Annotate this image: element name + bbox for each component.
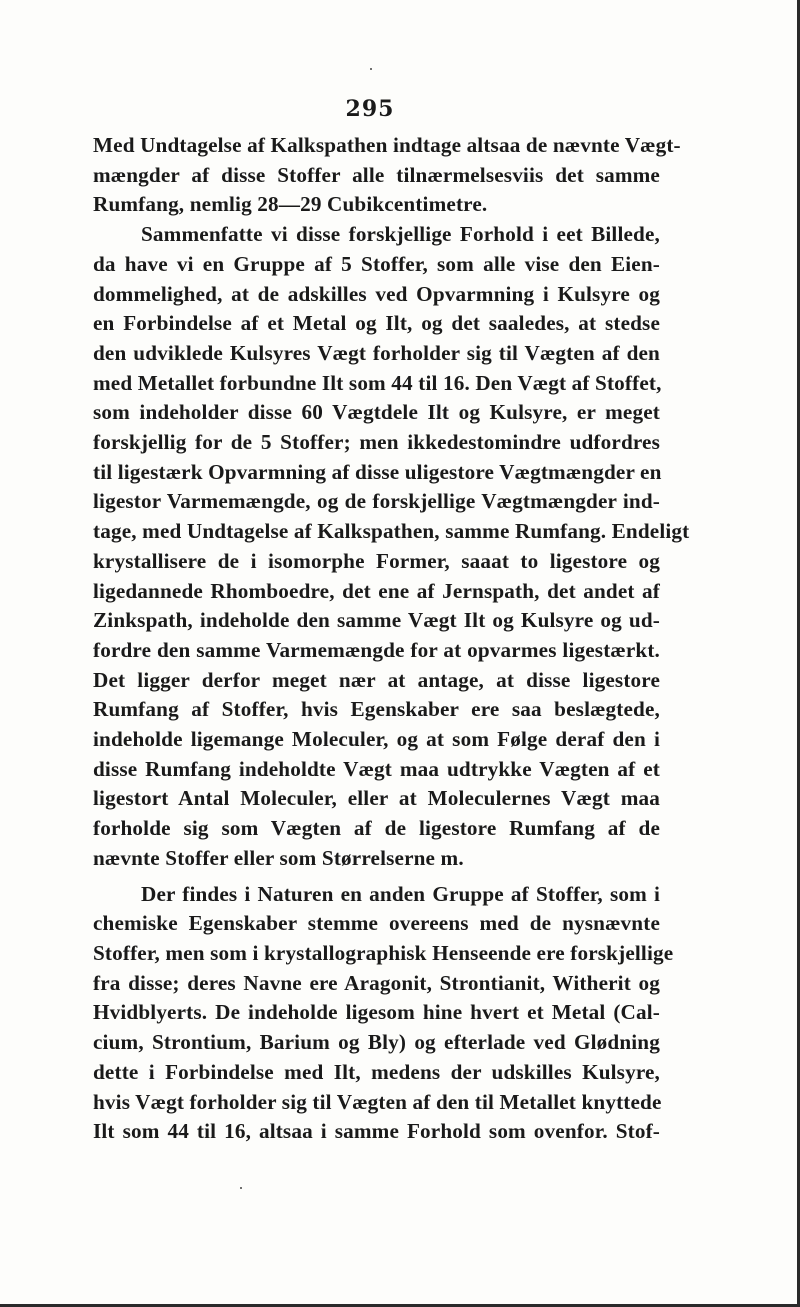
text-line: forholde sig som Vægten af de ligestore Rumfang af de (93, 816, 660, 841)
text-line: med Metallet forbundne Ilt som 44 til 16. Den Vægt af Stoffet, (93, 370, 662, 395)
text-line: en Forbindelse af et Metal og Ilt, og det saaledes, at stedse (93, 311, 660, 336)
text-line: Zinkspath, indeholde den samme Vægt Ilt og Kulsyre og ud- (93, 608, 660, 633)
text-line: mængder af disse Stoffer alle tilnærmelsesviis det samme (93, 162, 660, 187)
text-line: chemiske Egenskaber stemme overeens med de nysnævnte (93, 911, 660, 936)
text-line: dette i Forbindelse med Ilt, medens der udskilles Kulsyre, (93, 1059, 660, 1084)
text-line: Hvidblyerts. De indeholde ligesom hine hvert et Metal (Cal- (93, 1000, 660, 1025)
text-line: Sammenfatte vi disse forskjellige Forhold i eet Billede, (141, 222, 660, 247)
text-line: Med Undtagelse af Kalkspathen indtage altsaa de nævnte Vægt- (93, 133, 681, 157)
text-line: til ligestærk Opvarmning af disse uligestore Vægtmængder en (93, 459, 662, 484)
text-line: tage, med Undtagelse af Kalkspathen, samme Rumfang. Endeligt (93, 519, 690, 544)
page-number: 295 (345, 96, 395, 122)
text-line: hvis Vægt forholder sig til Vægten af den til Metallet knyttede (93, 1089, 662, 1114)
text-line: dommelighed, at de adskilles ved Opvarmning i Kulsyre og (93, 281, 660, 306)
paragraph (93, 220, 690, 873)
text-line: Det ligger derfor meget nær at antage, at disse ligestore (93, 667, 660, 692)
body-text (93, 131, 690, 1147)
text-line: Ilt som 44 til 16, altsaa i samme Forhold som ovenfor. Stof- (93, 1119, 660, 1144)
text-line: ligedannede Rhomboedre, det ene af Jernspath, det andet af (93, 578, 660, 603)
text-line: som indeholder disse 60 Vægtdele Ilt og Kulsyre, er meget (93, 400, 660, 425)
text-line: fra disse; deres Navne ere Aragonit, Strontianit, Witherit og (93, 970, 660, 995)
text-line: den udviklede Kulsyres Vægt forholder sig til Vægten af den (93, 340, 660, 365)
paragraph (93, 131, 681, 220)
paragraph (93, 880, 674, 1147)
text-line: nævnte Stoffer eller som Størrelserne m. (93, 845, 464, 870)
text-line: forskjellig for de 5 Stoffer; men ikkedestomindre udfordres (93, 430, 660, 455)
text-line: Rumfang af Stoffer, hvis Egenskaber ere saa beslægtede, (93, 697, 660, 722)
text-line: indeholde ligemange Moleculer, og at som Følge deraf den i (93, 727, 660, 752)
text-line: cium, Strontium, Barium og Bly) og efterlade ved Glødning (93, 1030, 660, 1055)
text-line: disse Rumfang indeholdte Vægt maa udtrykke Vægten af et (93, 756, 660, 781)
text-line: Rumfang, nemlig 28—29 Cubikcentimetre. (93, 192, 488, 217)
text-line: ligestor Varmemængde, og de forskjellige Vægtmængder ind- (93, 489, 660, 514)
text-line: Der findes i Naturen en anden Gruppe af Stoffer, som i (141, 881, 660, 906)
scan-speck (240, 1187, 242, 1189)
text-line: krystallisere de i isomorphe Former, saaat to ligestore og (93, 548, 660, 573)
text-line: da have vi en Gruppe af 5 Stoffer, som alle vise den Eien- (93, 251, 660, 276)
text-line: fordre den samme Varmemængde for at opvarmes ligestærkt. (93, 637, 660, 662)
scan-speck (370, 68, 372, 70)
text-line: ligestort Antal Moleculer, eller at Moleculernes Vægt maa (93, 786, 660, 811)
text-line: Stoffer, men som i krystallographisk Henseende ere forskjellige (93, 940, 674, 965)
